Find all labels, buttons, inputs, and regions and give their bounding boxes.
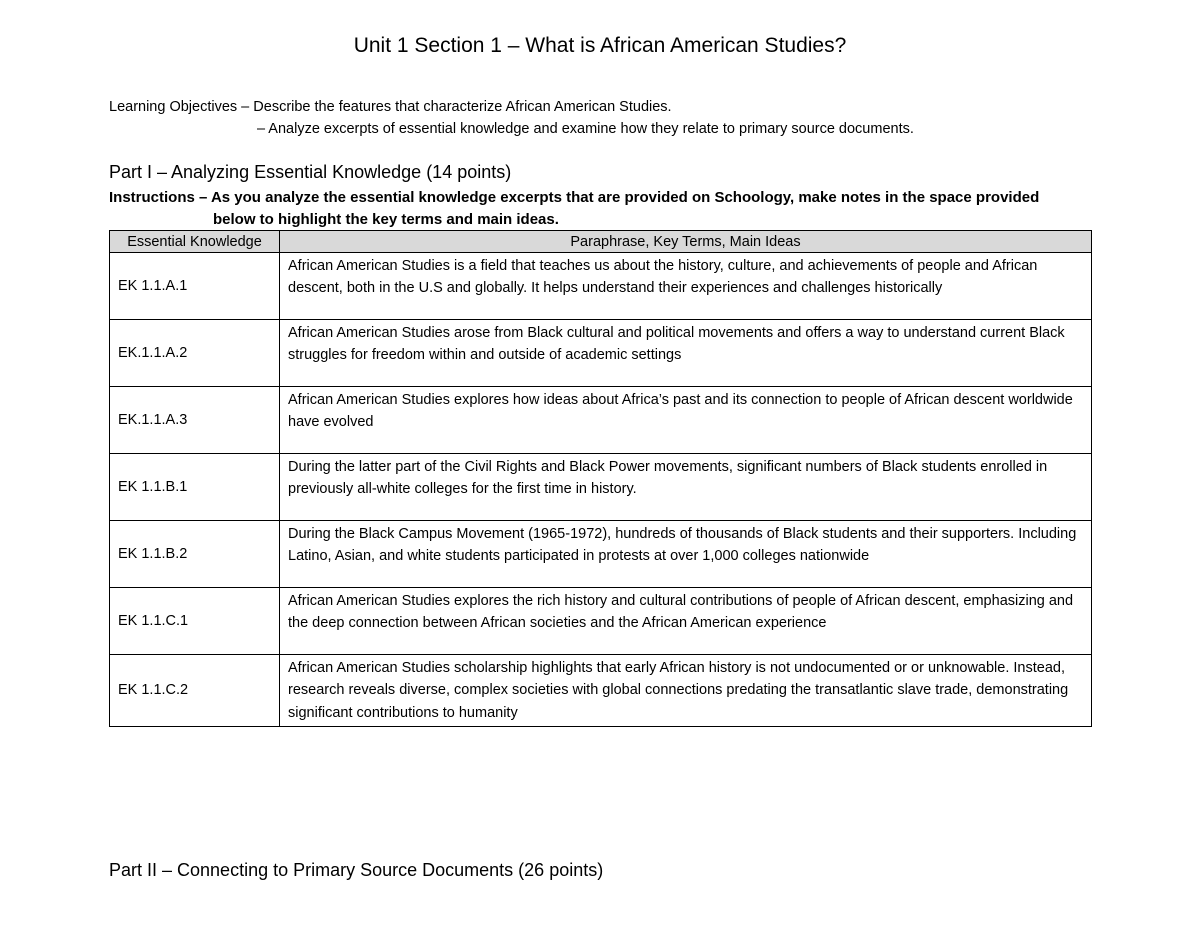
table-row [110,588,1092,655]
ek-code: EK.1.1.A.2 [110,320,280,387]
ek-code: EK 1.1.B.2 [110,521,280,588]
table-row [110,521,1092,588]
part2-heading: Part II – Connecting to Primary Source Documents (26 points) [109,860,604,880]
ek-code: EK 1.1.B.1 [110,454,280,521]
ek-notes[interactable]: During the Black Campus Movement (1965-1972), hundreds of thousands of Black students and their supporters. Including Latino, Asian, and white students participated in protests at over 1,000 colleges nationwide [280,521,1092,588]
table-row [110,454,1092,521]
objective-line-2: – Analyze excerpts of essential knowledge and examine how they relate to primary source documents. [257,121,914,137]
column-header-paraphrase: Paraphrase, Key Terms, Main Ideas [280,231,1092,253]
instructions [109,187,1099,231]
instructions-line-2: below to highlight the key terms and main ideas. [213,211,559,228]
part1-heading: Part I – Analyzing Essential Knowledge (14 points) [109,162,512,182]
page-title: Unit 1 Section 1 – What is African American Studies? [353,34,847,57]
ek-notes[interactable]: African American Studies scholarship highlights that early African history is not undocumented or or unknowable. Instead, research reveals diverse, complex societies with global connections predating the transatlantic slave trade, demonstrating significant contributions to humanity [280,655,1092,727]
table-row [110,655,1092,727]
ek-notes[interactable]: African American Studies explores the rich history and cultural contributions of people of African descent, emphasizing and the deep connection between African societies and the African American experience [280,588,1092,655]
ek-notes[interactable]: During the latter part of the Civil Rights and Black Power movements, significant numbers of Black students enrolled in previously all-white colleges for the first time in history. [280,454,1092,521]
table-header-row [110,231,1092,253]
ek-code: EK 1.1.A.1 [110,253,280,320]
table-row [110,253,1092,320]
table-row [110,320,1092,387]
ek-notes[interactable]: African American Studies arose from Black cultural and political movements and offers a way to understand current Black struggles for freedom within and outside of academic settings [280,320,1092,387]
instructions-line-1: Instructions – As you analyze the essential knowledge excerpts that are provided on Schoology, make notes in the space provided [109,189,1040,206]
learning-objectives [109,96,914,140]
ek-notes[interactable]: African American Studies explores how ideas about Africa’s past and its connection to people of African descent worldwide have evolved [280,387,1092,454]
essential-knowledge-table [109,230,1092,727]
table-row [110,387,1092,454]
ek-code: EK.1.1.A.3 [110,387,280,454]
column-header-essential-knowledge: Essential Knowledge [110,231,280,253]
ek-code: EK 1.1.C.2 [110,655,280,727]
objective-line-1: Learning Objectives – Describe the features that characterize African American Studies. [109,99,672,115]
ek-code: EK 1.1.C.1 [110,588,280,655]
ek-notes[interactable]: African American Studies is a field that teaches us about the history, culture, and achievements of people and African descent, both in the U.S and globally. It helps understand their experiences and challenges historically [280,253,1092,320]
